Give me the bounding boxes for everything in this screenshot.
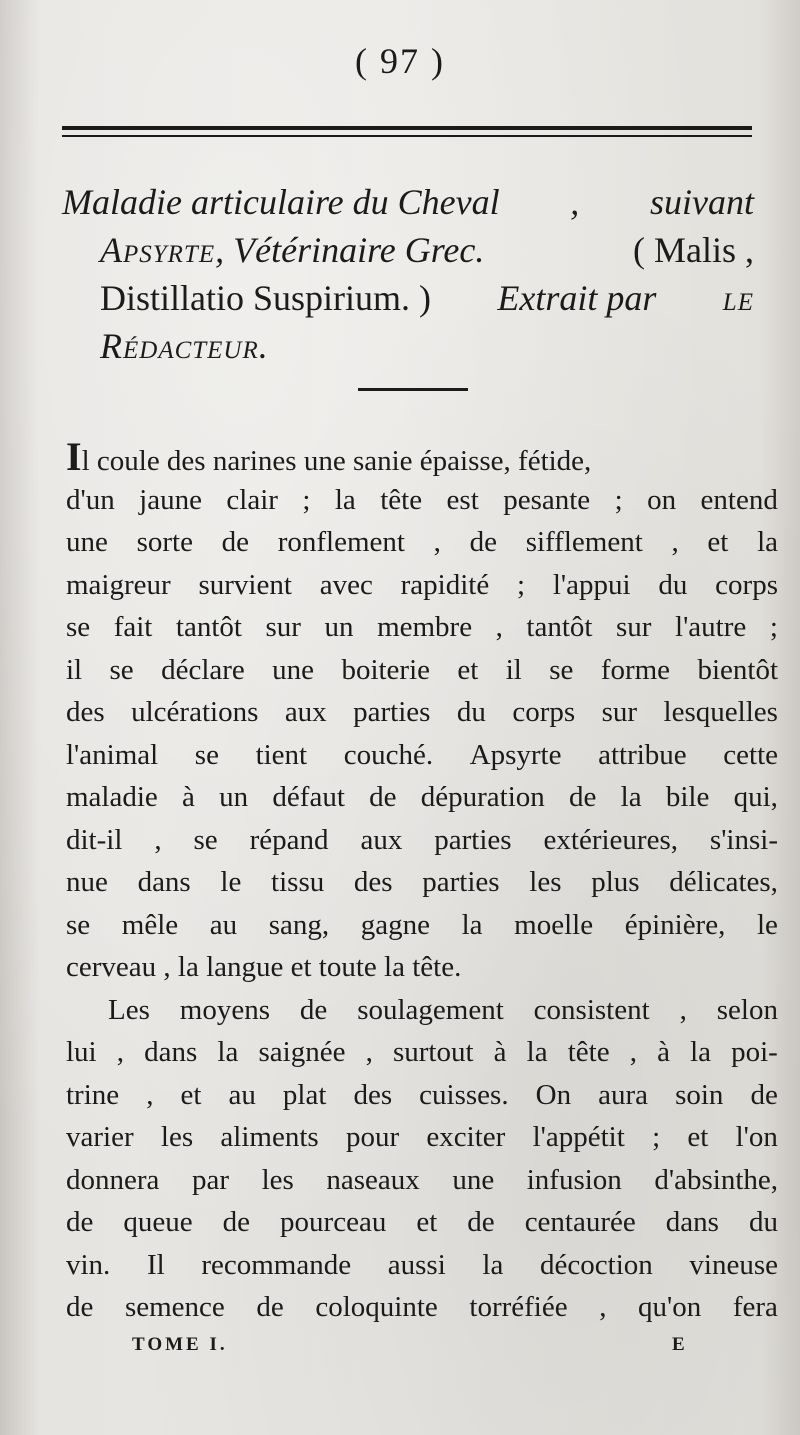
text-line: [66, 691, 778, 734]
word: bile: [665, 781, 710, 813]
word: cette: [723, 738, 778, 771]
word: Apsyrte: [469, 738, 562, 771]
word: il: [66, 653, 83, 686]
word: tantôt: [526, 611, 593, 643]
word: aux: [284, 696, 327, 728]
text-line: [66, 649, 778, 692]
word: du: [748, 1206, 778, 1238]
text-line: [66, 606, 778, 649]
word: se: [549, 653, 574, 686]
word: bientôt: [697, 653, 778, 686]
word: corps: [715, 568, 778, 601]
title-author-name: Apsyrte: [100, 230, 216, 270]
word: ,: [433, 526, 441, 558]
word: ;: [652, 1121, 661, 1153]
line-text: [66, 776, 778, 819]
line-text: [66, 819, 778, 862]
word: extérieures,: [543, 823, 678, 856]
word: avec: [319, 568, 373, 601]
text-line: [66, 819, 778, 862]
word: vineuse: [689, 1248, 778, 1281]
word: entend: [700, 483, 778, 516]
word: de: [256, 1291, 284, 1323]
word: ,: [495, 611, 503, 643]
word: dans: [137, 866, 191, 898]
word: plat: [282, 1078, 327, 1111]
word: ;: [517, 568, 526, 601]
title-line-2: [62, 226, 754, 274]
word: délicates,: [669, 866, 778, 898]
word: qui,: [733, 781, 778, 813]
title-line-3: [62, 274, 754, 322]
word: répand: [249, 823, 329, 856]
word: semence: [124, 1291, 225, 1323]
title-redacteur: Rédacteur.: [100, 326, 269, 366]
word: du: [658, 568, 688, 601]
word: de: [569, 781, 597, 813]
word: à: [493, 1036, 507, 1068]
word: centaurée: [524, 1206, 636, 1238]
word: sang,: [268, 908, 330, 941]
word: se: [66, 611, 91, 643]
word: rapidité: [400, 568, 490, 601]
text-line: [66, 479, 778, 522]
word: exciter: [426, 1121, 506, 1153]
word: la: [620, 781, 642, 813]
word: couché.: [343, 738, 434, 771]
word: maladie: [66, 781, 158, 813]
word: et: [457, 653, 479, 686]
word: ;: [769, 611, 778, 643]
word: de: [66, 1206, 94, 1238]
word: dit-il: [66, 823, 123, 856]
word: soin: [675, 1078, 724, 1111]
word: membre: [377, 611, 473, 643]
word: le: [220, 866, 242, 898]
word: tantôt: [175, 611, 242, 643]
word: sorte: [136, 526, 193, 558]
word: de: [369, 781, 397, 813]
word: de: [299, 993, 328, 1026]
word: ronflement: [277, 526, 405, 558]
line-text: [66, 1074, 778, 1117]
paragraph-1: [66, 436, 778, 989]
text-line: [66, 734, 778, 777]
title-latin-open: ( Malis ,: [633, 230, 754, 270]
first-line-group: [66, 436, 591, 479]
word: aussi: [387, 1248, 446, 1281]
word: les: [529, 866, 562, 898]
word: Il: [146, 1248, 165, 1281]
word: ulcérations: [131, 696, 259, 728]
word: des: [66, 696, 105, 728]
article-title: [62, 178, 754, 370]
word: d'un: [66, 483, 115, 516]
word: défaut: [272, 781, 345, 813]
page-footer: [0, 1334, 800, 1370]
word: la: [526, 1036, 548, 1068]
word: ,: [629, 1036, 637, 1068]
word: tissu: [271, 866, 325, 898]
word: pesante: [503, 483, 591, 516]
word: donnera: [66, 1163, 160, 1196]
title-extrait: Extrait par: [497, 278, 657, 318]
word: aura: [598, 1078, 649, 1111]
word: et: [180, 1078, 202, 1111]
word: l'appétit: [532, 1121, 625, 1153]
word: sur: [601, 696, 638, 728]
line-text: [66, 1201, 778, 1244]
title-author-group: [100, 226, 484, 274]
line-text: cerveau , la langue et toute la tête.: [66, 951, 462, 983]
word: soulagement: [357, 993, 504, 1026]
word: par: [191, 1163, 229, 1196]
word: moyens: [179, 993, 270, 1026]
word: infusion: [526, 1163, 622, 1196]
word: et: [416, 1206, 438, 1238]
text-line: [66, 946, 778, 989]
word: consistent: [533, 993, 650, 1026]
word: une: [452, 1163, 495, 1196]
word: fera: [732, 1291, 778, 1323]
title-author-role: , Vétérinaire Grec.: [215, 230, 485, 270]
word: un: [324, 611, 354, 643]
header-rule-thick: [62, 126, 752, 130]
word: on: [647, 483, 677, 516]
section-separator: [358, 388, 468, 391]
word: recommande: [201, 1248, 352, 1281]
word: lui: [66, 1036, 97, 1068]
word: la: [334, 483, 356, 516]
word: ;: [614, 483, 623, 516]
line-text: [66, 734, 778, 777]
word: de: [750, 1078, 778, 1111]
word: et: [707, 526, 729, 558]
word: du: [456, 696, 486, 728]
word: cuisses.: [419, 1078, 509, 1111]
text-line: [66, 1286, 778, 1329]
article-body: [66, 436, 778, 1329]
title-le: le: [722, 278, 754, 318]
text-line: [66, 521, 778, 564]
word: pour: [345, 1121, 400, 1153]
word: gagne: [360, 908, 431, 941]
word: pourceau: [280, 1206, 387, 1238]
line-text: [66, 691, 778, 734]
word: coloquinte: [315, 1291, 438, 1323]
line-text: [66, 904, 778, 947]
text-line: [66, 989, 778, 1032]
word: ,: [146, 1078, 154, 1111]
word: vin.: [66, 1248, 111, 1281]
word: ,: [679, 993, 687, 1026]
word: s'insi-: [709, 823, 778, 856]
word: une: [66, 526, 108, 558]
drop-cap: I: [66, 434, 82, 479]
word: moelle: [514, 908, 594, 941]
word: la: [690, 1036, 711, 1068]
word: ,: [599, 1291, 607, 1323]
text-line: [66, 904, 778, 947]
word: des: [353, 1078, 393, 1111]
word: ,: [154, 823, 162, 856]
word: épinière,: [624, 908, 726, 941]
text-line: [66, 1074, 778, 1117]
word: l'on: [735, 1121, 778, 1153]
word: les: [261, 1163, 294, 1196]
word: de: [469, 526, 497, 558]
line-text: [66, 521, 778, 564]
word: de: [66, 1291, 94, 1323]
word: attribue: [598, 738, 687, 771]
line-text: [66, 479, 778, 522]
word: ,: [116, 1036, 124, 1068]
word: On: [535, 1078, 572, 1111]
text-line: [66, 1116, 778, 1159]
word: tête: [567, 1036, 610, 1068]
line-text: [66, 649, 778, 692]
word: à: [182, 781, 195, 813]
word: ;: [302, 483, 311, 516]
word: parties: [353, 696, 431, 728]
line-text: [108, 989, 778, 1032]
word: selon: [716, 993, 778, 1026]
word: aliments: [220, 1121, 319, 1153]
word: sur: [616, 611, 652, 643]
word: corps: [512, 696, 576, 728]
word: la: [461, 908, 483, 941]
word: sur: [265, 611, 301, 643]
paragraph-2: [66, 989, 778, 1329]
word: forme: [600, 653, 671, 686]
word: à: [657, 1036, 670, 1068]
word: la: [482, 1248, 504, 1281]
word: dans: [665, 1206, 719, 1238]
text-line: [66, 564, 778, 607]
word: ,: [671, 526, 679, 558]
word: plus: [591, 866, 640, 898]
word: de: [467, 1206, 495, 1238]
word: jaune: [139, 483, 202, 516]
word: déclare: [161, 653, 245, 686]
title-latin-close: Distillatio Suspirium. ): [100, 278, 432, 318]
word: nue: [66, 866, 108, 898]
word: aux: [360, 823, 403, 856]
text-line: [66, 1031, 778, 1074]
word: la: [757, 526, 778, 558]
word: se: [109, 653, 134, 686]
word: le: [756, 908, 778, 941]
word: au: [228, 1078, 256, 1111]
word: l'autre: [675, 611, 747, 643]
word: clair: [226, 483, 278, 516]
word: varier: [66, 1121, 134, 1153]
text-line: [66, 1201, 778, 1244]
word: surtout: [392, 1036, 474, 1068]
text-line: [66, 861, 778, 904]
text-line: [66, 1244, 778, 1287]
word: poi-: [731, 1036, 778, 1068]
word: parties: [422, 866, 500, 898]
title-subject: Maladie articulaire du Cheval: [62, 182, 500, 222]
text-line: [66, 1159, 778, 1202]
word: ,: [365, 1036, 373, 1068]
title-line-1: [62, 178, 754, 226]
word: décoction: [540, 1248, 653, 1281]
word: saignée: [258, 1036, 346, 1068]
word: sifflement: [525, 526, 643, 558]
line-text: [66, 1031, 778, 1074]
line-text: [66, 1286, 778, 1329]
page-number: ( 97 ): [355, 41, 445, 81]
word: parties: [434, 823, 512, 856]
header-double-rule: [62, 126, 752, 140]
word: dépuration: [420, 781, 545, 813]
word: des: [353, 866, 393, 898]
text-line: [66, 776, 778, 819]
word: qu'on: [638, 1291, 702, 1323]
word: de: [222, 1206, 251, 1238]
line-text: [66, 564, 778, 607]
word: et: [687, 1121, 709, 1153]
word: queue: [123, 1206, 193, 1238]
line-text: [66, 861, 778, 904]
word: fait: [113, 611, 153, 643]
word: trine: [66, 1078, 120, 1111]
text-line: [66, 436, 778, 479]
word: boiterie: [341, 653, 431, 686]
word: de: [221, 526, 250, 558]
word: Les: [108, 993, 150, 1026]
line-text: [66, 1159, 778, 1202]
word: au: [209, 908, 238, 941]
line-text: [66, 1116, 778, 1159]
first-line-text: l coule des narines une sanie épaisse, fétide,: [81, 445, 592, 477]
word: dans: [144, 1036, 198, 1068]
word: est: [446, 483, 479, 516]
word: torréfiée: [469, 1291, 568, 1323]
title-line-4: [62, 322, 754, 370]
word: tête: [380, 483, 423, 516]
word: se: [193, 823, 218, 856]
word: la: [217, 1036, 239, 1068]
word: un: [219, 781, 249, 813]
word: d'absinthe,: [654, 1163, 778, 1196]
word: une: [272, 653, 315, 686]
line-text: [66, 606, 778, 649]
header-rule-thin: [62, 135, 752, 137]
word: tient: [255, 738, 308, 771]
word: l'animal: [66, 738, 159, 771]
title-comma: ,: [570, 182, 580, 222]
word: il: [505, 653, 522, 686]
word: mêle: [121, 908, 179, 941]
word: les: [160, 1121, 194, 1153]
title-suivant: suivant: [650, 182, 754, 222]
word: se: [194, 738, 219, 771]
word: naseaux: [326, 1163, 420, 1196]
volume-label: TOME I.: [132, 1334, 228, 1355]
word: lesquelles: [663, 696, 778, 728]
line-text: [66, 1244, 778, 1287]
word: survient: [198, 568, 292, 601]
word: se: [66, 908, 91, 941]
signature-mark: E: [672, 1334, 688, 1355]
word: maigreur: [66, 568, 171, 601]
word: l'appui: [552, 568, 631, 601]
